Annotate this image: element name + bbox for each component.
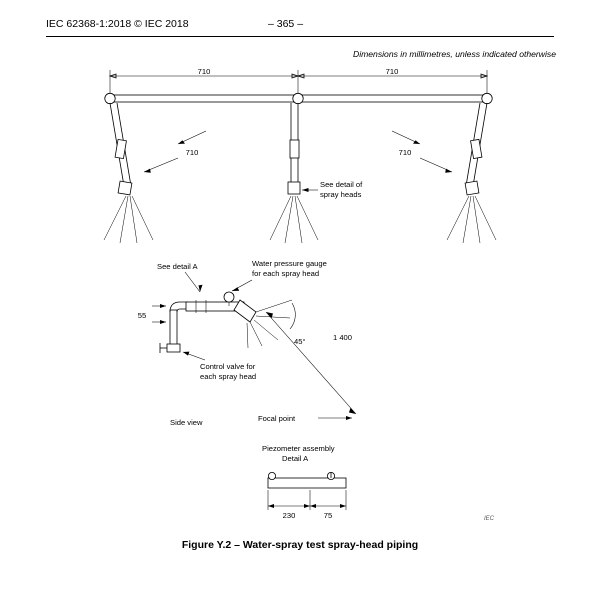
label-valve-2: each spray head [200, 372, 257, 381]
iec-credit: IEC [484, 516, 495, 522]
label-dim-arm-right: 710 [398, 148, 412, 157]
label-piezometer-2: Detail A [282, 454, 309, 463]
label-angle-45: 45° [294, 337, 306, 346]
label-dim-75: 75 [323, 511, 333, 520]
label-see-detail-a: See detail A [157, 262, 198, 271]
label-dim-top-right: 710 [385, 67, 399, 76]
figure-caption: Figure Y.2 – Water-spray test spray-head piping [181, 539, 419, 551]
header-right: – 365 – [268, 18, 304, 30]
label-gauge-2: for each spray head [252, 269, 320, 278]
label-focal-point: Focal point [258, 414, 296, 423]
label-dim-arm-left: 710 [185, 148, 199, 157]
label-dim-55: 55 [137, 311, 147, 320]
label-piezometer-1: Piezometer assembly [262, 444, 335, 453]
label-dim-230: 230 [282, 511, 296, 520]
header-left: IEC 62368-1:2018 © IEC 2018 [46, 18, 189, 30]
label-valve-1: Control valve for [200, 362, 256, 371]
label-dim-1400: 1 400 [333, 333, 353, 342]
label-spray-heads-2: spray heads [320, 190, 362, 199]
label-dim-top-left: 710 [197, 67, 211, 76]
dimensions-note: Dimensions in millimetres, unless indicated otherwise [353, 49, 556, 59]
label-gauge-1: Water pressure gauge [252, 259, 327, 268]
label-spray-heads-1: See detail of [320, 180, 363, 189]
label-side-view: Side view [170, 418, 203, 427]
